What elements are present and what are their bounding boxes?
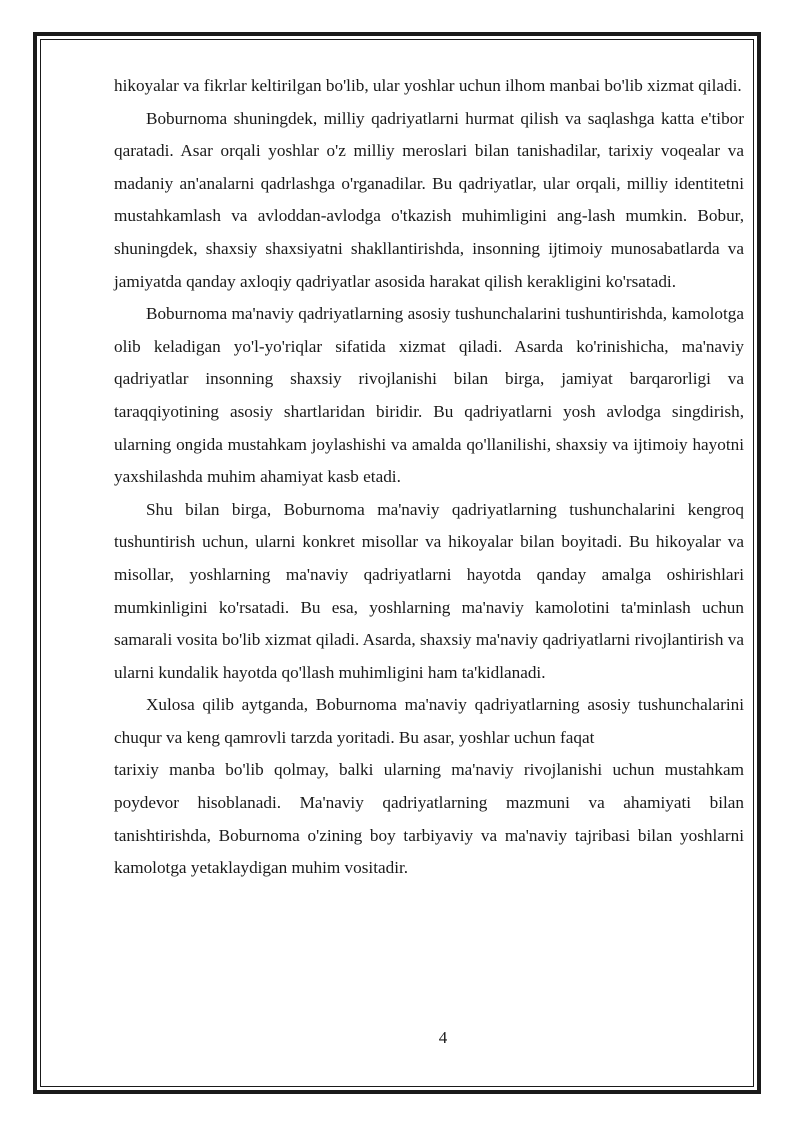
page-body bbox=[114, 70, 744, 885]
paragraph-continued: hikoyalar va fikrlar keltirilgan bo'lib, ular yoshlar uchun ilhom manbai bo'lib xizmat qiladi. bbox=[114, 76, 742, 95]
paragraph-examples: Shu bilan birga, Boburnoma ma'naviy qadriyatlarning tushunchalarini kengroq tushuntirish uchun, ularni konkret misollar va hikoyalar bilan boyitadi. Bu hikoyalar va misollar, yoshlarning ma'naviy qadriyatlarni hayotda qanday amalga oshirishlari mumkinligini ko'rsatadi. Bu esa, yoshlarning ma'naviy kamolotini ta'minlash uchun samarali vosita bo'lib xizmat qiladi. Asarda, shaxsiy ma'naviy qadriyatlarni rivojlantirish va ularni kundalik hayotda qo'llash muhimligini ham ta'kidlanadi. bbox=[114, 499, 744, 682]
paragraph-spiritual-values: Boburnoma ma'naviy qadriyatlarning asosiy tushunchalarini tushuntirishda, kamolotga olib keladigan yo'l-yo'riqlar sifatida xizmat qiladi. Asarda ko'rinishicha, ma'naviy qadriyatlar insonning shaxsiy rivojlanishi bilan birga, jamiyat barqarorligi va taraqqiyotining asosiy shartlaridan biridir. Bu qadriyatlarni yosh avlodga singdirish, ularning ongida mustahkam joylashishi va amalda qo'llanilishi, shaxsiy va ijtimoiy hayotni yaxshilashda muhim ahamiyat kasb etadi. bbox=[114, 304, 744, 487]
paragraph-conclusion-continued: tarixiy manba bo'lib qolmay, balki ularning ma'naviy rivojlanishi uchun mustahkam poydevor hisoblanadi. Ma'naviy qadriyatlarning mazmuni va ahamiyati bilan tanishtirishda, Boburnoma o'zining boy tarbiyaviy va ma'naviy tajribasi bilan yoshlarni kamolotga yetaklaydigan muhim vositadir. bbox=[114, 760, 744, 878]
page-number: 4 bbox=[438, 1028, 448, 1047]
paragraph-conclusion: Xulosa qilib aytganda, Boburnoma ma'naviy qadriyatlarning asosiy tushunchalarini chuqur va keng qamrovli tarzda yoritadi. Bu asar, yoshlar uchun faqat bbox=[114, 695, 744, 747]
paragraph-national-values: Boburnoma shuningdek, milliy qadriyatlarni hurmat qilish va saqlashga katta e'tibor qaratadi. Asar orqali yoshlar o'z milliy meroslari bilan tanishadilar, tarixiy voqealar va madaniy an'analarni qadrlashga o'rganadilar. Bu qadriyatlar, ular orqali, milliy identitetni mustahkamlash va avloddan-avlodga o'tkazish muhimligini ang-lash mumkin. Bobur, shuningdek, shaxsiy shaxsiyatni shakllantirishda, insonning ijtimoiy munosabatlarda va jamiyatda qanday axloqiy qadriyatlar asosida harakat qilish kerakligini ko'rsatadi. bbox=[114, 108, 744, 291]
